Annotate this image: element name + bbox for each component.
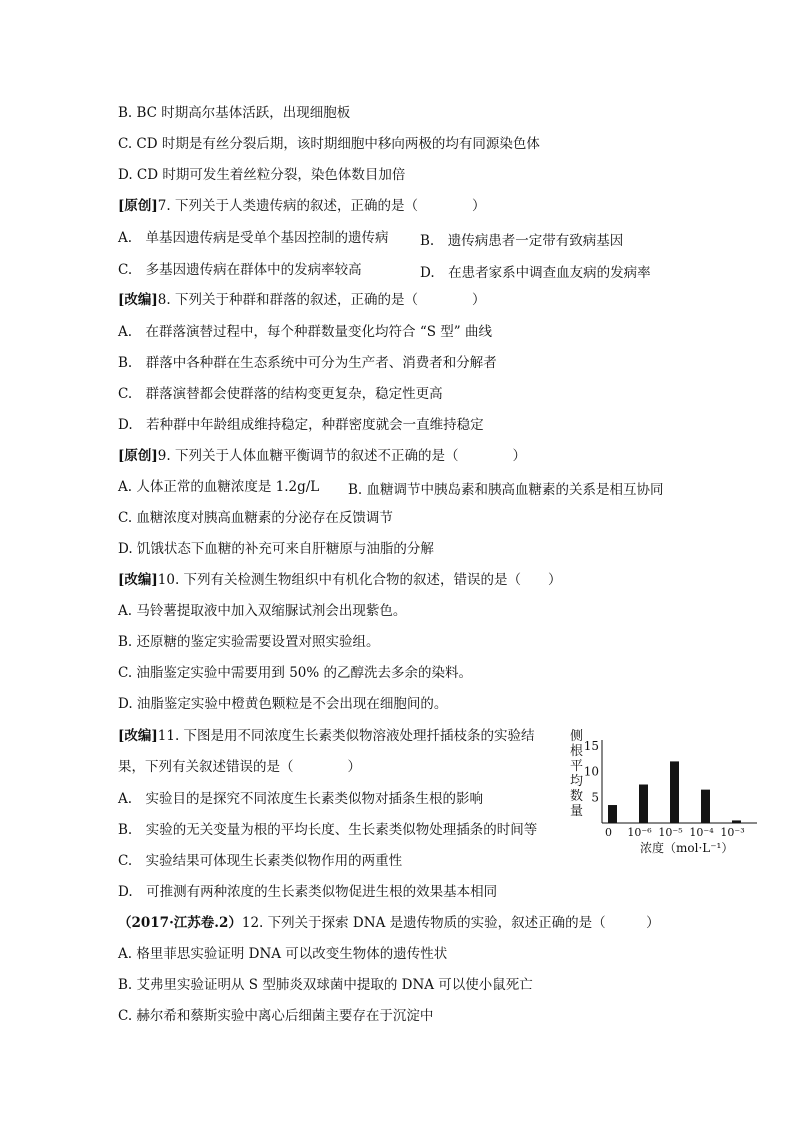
x-ticks [605,826,745,839]
q12-option-c: C. 赫尔希和蔡斯实验中离心后细菌主要存在于沉淀中 [118,1008,434,1024]
q12-stem [118,914,660,932]
q11-tag: [改编] [118,728,158,744]
q11-option-d: D. 可推测有两种浓度的生长素类似物促进生根的效果基本相同 [118,884,498,900]
y-axis-label-char: 根 [570,744,584,759]
q11-text: 11. 下图是用不同浓度生长素类似物溶液处理扦插枝条的实验结 [157,728,535,744]
q11-option-b: B. 实验的无关变量为根的平均长度、生长素类似物处理插条的时间等 [118,822,538,838]
q8-tag: [改编] [118,292,158,308]
x-axis-label: 浓度（mol·L⁻¹） [640,841,734,855]
q11-option-c: C. 实验结果可体现生长素类似物作用的两重性 [118,853,403,869]
y-axis-label [570,729,583,819]
x-tick-label: 0 [605,826,612,839]
q8-text: 8. 下列关于种群和群落的叙述，正确的是（ ） [157,292,486,308]
y-tick-label: 5 [591,790,599,805]
q10-text: 10. 下列有关检测生物组织中有机化合物的叙述，错误的是（ ） [157,572,562,588]
y-axis-label-char: 量 [570,804,584,819]
bar [639,785,648,824]
rooting-bar-chart [562,728,772,858]
q10-tag: [改编] [118,572,158,588]
q12-text: 12. 下列关于探索 DNA 是遗传物质的实验，叙述正确的是（ ） [241,915,660,931]
option-d-cd: D. CD 时期可发生着丝粒分裂，染色体数目加倍 [118,167,406,183]
q9-option-c: C. 血糖浓度对胰高血糖素的分泌存在反馈调节 [118,510,393,526]
q8-stem [118,291,485,309]
y-axis-label-char: 均 [570,774,584,789]
q8-option-c: C. 群落演替都会使群落的结构变更复杂，稳定性更高 [118,386,443,402]
y-axis-label-char: 侧 [570,729,584,744]
q7-option-b: B. 遗传病患者一定带有致病基因 [420,233,624,249]
y-tick-label: 15 [583,739,599,753]
x-tick-label: 10⁻³ [720,826,745,839]
y-axis-label-char: 平 [570,759,584,774]
q7-option-d: D. 在患者家系中调查血友病的发病率 [420,265,651,281]
q9-option-a: A. 人体正常的血糖浓度是 1.2g/L [118,479,320,495]
q10-option-c: C. 油脂鉴定实验中需要用到 50% 的乙醇洗去多余的染料。 [118,665,473,681]
q7-stem [118,197,485,215]
q7-tag: [原创] [118,198,158,214]
y-axis-label-char: 数 [570,789,584,804]
q9-stem [118,447,526,465]
q7-option-c: C. 多基因遗传病在群体中的发病率较高 [118,262,362,278]
bar [670,761,679,823]
bars [608,761,741,823]
q8-option-b: B. 群落中各种群在生态系统中可分为生产者、消费者和分解者 [118,355,497,371]
q12-option-a: A. 格里菲思实验证明 DNA 可以改变生物体的遗传性状 [118,946,448,962]
option-c-cd: C. CD 时期是有丝分裂后期，该时期细胞中移向两极的均有同源染色体 [118,136,540,152]
q10-option-b: B. 还原糖的鉴定实验需要设置对照实验组。 [118,634,380,650]
q10-option-d: D. 油脂鉴定实验中橙黄色颗粒是不会出现在细胞间的。 [118,696,448,712]
q10-option-a: A. 马铃薯提取液中加入双缩脲试剂会出现紫色。 [118,603,407,619]
x-tick-label: 10⁻⁵ [658,826,683,839]
q11-option-a: A. 实验目的是探究不同浓度生长素类似物对插条生根的影响 [118,791,484,807]
q7-option-a: A. 单基因遗传病是受单个基因控制的遗传病 [118,230,389,246]
bar [608,805,617,823]
q11-stem-cont: 果，下列有关叙述错误的是（ ） [118,759,361,775]
q8-option-a: A. 在群落演替过程中，每个种群数量变化均符合 “S 型” 曲线 [118,324,492,340]
y-ticks [584,739,599,804]
q9-option-d: D. 饥饿状态下血糖的补充可来自肝糖原与油脂的分解 [118,541,434,557]
x-tick-label: 10⁻⁴ [689,826,714,839]
q8-option-d: D. 若种群中年龄组成维持稳定，种群密度就会一直维持稳定 [118,417,484,433]
bar [732,820,741,823]
x-tick-label: 10⁻⁶ [627,826,652,839]
q12-option-b: B. 艾弗里实验证明从 S 型肺炎双球菌中提取的 DNA 可以使小鼠死亡 [118,977,533,993]
q11-stem [118,727,535,745]
y-tick-label: 10 [583,764,599,779]
q10-stem [118,571,562,589]
q7-text: 7. 下列关于人类遗传病的叙述，正确的是（ ） [157,198,486,214]
bar [701,790,710,823]
q9-tag: [原创] [118,448,158,464]
option-b-bc: B. BC 时期高尔基体活跃，出现细胞板 [118,105,351,121]
q12-tag: （2017·江苏卷.2） [118,915,242,931]
q9-text: 9. 下列关于人体血糖平衡调节的叙述不正确的是（ ） [157,448,526,464]
q9-option-b: B. 血糖调节中胰岛素和胰高血糖素的关系是相互协同 [348,482,664,498]
